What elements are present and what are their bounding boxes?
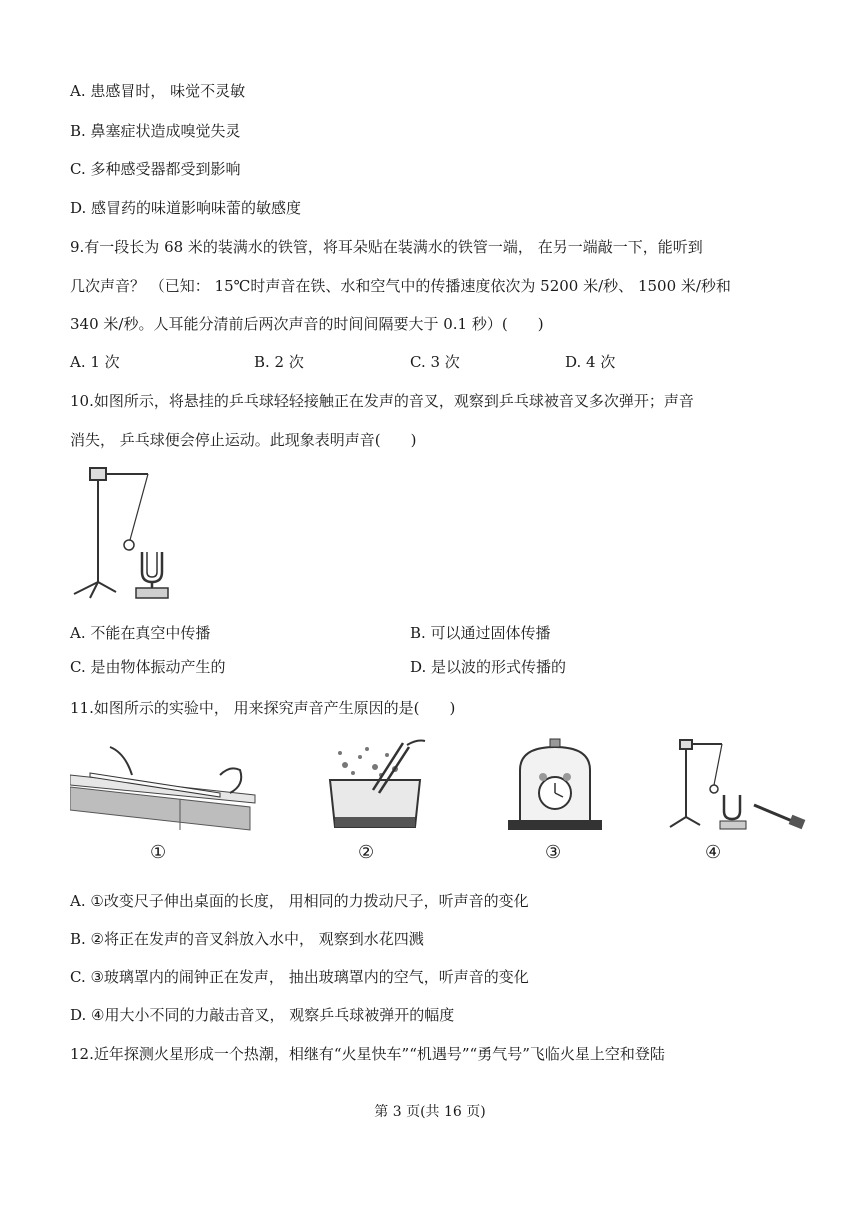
q9-option-b: B. 2 次 [254,353,304,371]
q9-stem-line1: 9.有一段长为 68 米的装满水的铁管，将耳朵贴在装满水的铁管一端， 在另一端敲一下，能听到 [70,238,703,256]
q10-stem-line1: 10.如图所示，将悬挂的乒乓球轻轻接触正在发声的音叉，观察到乒乓球被音叉多次弹开；声音 [70,392,694,410]
q8-option-b: B. 鼻塞症状造成嗅觉失灵 [70,122,241,140]
page-footer: 第 3 页(共 16 页) [374,1104,486,1120]
q9-option-a: A. 1 次 [70,353,120,371]
figure-label-4: ④ [705,842,722,863]
q8-option-c: C. 多种感受器都受到影响 [70,160,241,178]
q10-option-a: A. 不能在真空中传播 [70,624,211,642]
q11-option-d: D. ④用大小不同的力敲击音叉， 观察乒乓球被弹开的幅度 [70,1006,455,1024]
q9-option-d: D. 4 次 [565,353,616,371]
q9-option-c: C. 3 次 [410,353,460,371]
q10-stem-line2: 消失， 乒乓球便会停止运动。此现象表明声音( ) [70,431,417,449]
q12-stem-line1: 12.近年探测火星形成一个热潮，相继有“火星快车”“机遇号”“勇气号”飞临火星上空和登陆 [70,1045,665,1063]
q9-stem-line3: 340 米/秒。人耳能分清前后两次声音的时间间隔要大于 0.1 秒）( ) [70,315,544,333]
q8-option-a: A. 患感冒时， 味觉不灵敏 [70,82,246,100]
q10-option-b: B. 可以通过固体传播 [410,624,551,642]
ruler-on-table-figure [70,735,270,835]
q11-option-c: C. ③玻璃罩内的闹钟正在发声， 抽出玻璃罩内的空气，听声音的变化 [70,968,529,986]
q11-stem: 11.如图所示的实验中， 用来探究声音产生原因的是( ) [70,699,456,717]
q10-option-d: D. 是以波的形式传播的 [410,658,567,676]
q10-option-c: C. 是由物体振动产生的 [70,658,226,676]
tuning-fork-pingpong-figure [68,460,178,610]
figure-label-2: ② [358,842,375,863]
q8-option-d: D. 感冒药的味道影响味蕾的敏感度 [70,199,302,217]
figure-label-1: ① [150,842,167,863]
tuning-fork-hammer-figure [662,735,812,835]
bell-jar-clock-figure [500,735,610,835]
q9-stem-line2: 几次声音？ （已知： 15℃时声音在铁、水和空气中的传播速度依次为 5200 米/秒、 1500 米/秒和 [70,277,731,295]
figure-label-3: ③ [545,842,562,863]
q11-option-b: B. ②将正在发声的音叉斜放入水中， 观察到水花四溅 [70,930,424,948]
tuning-fork-water-figure [315,735,435,835]
q11-option-a: A. ①改变尺子伸出桌面的长度， 用相同的力拨动尺子，听声音的变化 [70,892,529,910]
